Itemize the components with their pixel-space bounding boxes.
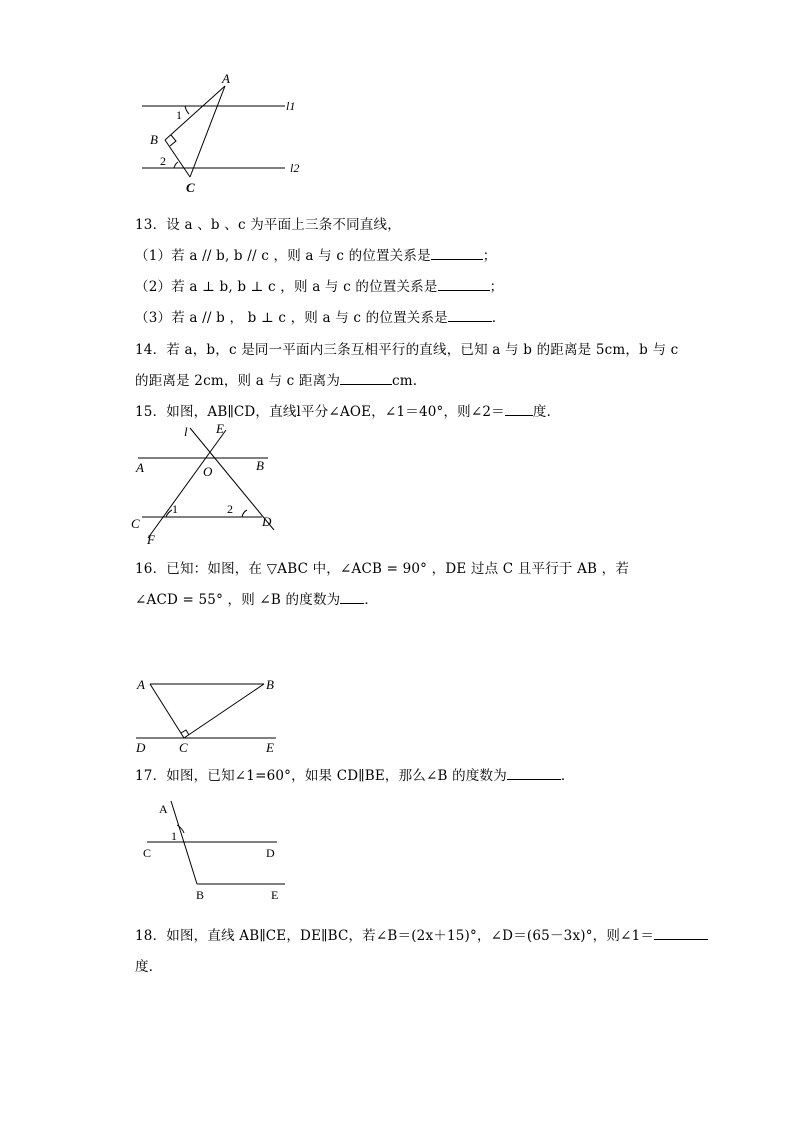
q15-text-main: 15．如图，AB∥CD，直线l平分∠AOE，∠1＝40°，则∠2＝ bbox=[135, 404, 505, 420]
q13-part1-blank[interactable] bbox=[431, 247, 483, 260]
label-B: B bbox=[150, 132, 158, 147]
q14-line1: 14．若 a，b，c 是同一平面内三条互相平行的直线，已知 a 与 b 的距离是 5cm，b 与 c bbox=[135, 342, 679, 358]
segment-AC bbox=[150, 684, 184, 738]
q16-line2-text: ∠ACD = 55° ，则 ∠B 的度数为 bbox=[135, 592, 341, 608]
q13-part2 bbox=[135, 275, 503, 295]
q13-part1 bbox=[135, 244, 496, 264]
q18-line1-text: 18．如图，直线 AB∥CE，DE∥BC，若∠B＝(2x＋15)°，∠D＝(65－3x)°，则∠1＝ bbox=[135, 928, 655, 944]
line-EF bbox=[148, 430, 226, 538]
q13-part1-text: （1）若 a // b, b // c ，则 a 与 c 的位置关系是 bbox=[135, 248, 431, 264]
q13-part1-end: ； bbox=[482, 248, 497, 264]
label-A: A bbox=[137, 677, 145, 692]
q14-line2-text: 的距离是 2cm，则 a 与 c 距离为 bbox=[135, 373, 341, 389]
q16-line1: 16．已知：如图，在 ▽ABC 中，∠ACB = 90° ，DE 过点 C 且平行于 AB ，若 bbox=[135, 561, 630, 577]
label-A: A bbox=[159, 802, 168, 816]
label-C: C bbox=[179, 740, 188, 755]
segment-BC bbox=[165, 140, 190, 177]
q14-blank[interactable] bbox=[340, 372, 392, 385]
angle-2-arc bbox=[174, 162, 178, 168]
label-angle-2: 2 bbox=[227, 502, 233, 516]
q13-part2-end: ； bbox=[489, 279, 504, 295]
label-F: F bbox=[147, 532, 155, 547]
label-B: B bbox=[196, 888, 205, 902]
q13-part2-blank[interactable] bbox=[438, 278, 490, 291]
q16-blank[interactable] bbox=[340, 591, 364, 604]
q18-blank[interactable] bbox=[654, 927, 708, 940]
q17-blank[interactable] bbox=[507, 767, 561, 780]
label-E: E bbox=[271, 888, 279, 902]
q15-blank[interactable] bbox=[505, 403, 533, 416]
label-A: A bbox=[136, 460, 144, 475]
q13-part2-text: （2）若 a ⊥ b, b ⊥ c ，则 a 与 c 的位置关系是 bbox=[135, 279, 438, 295]
right-angle-mark bbox=[170, 135, 176, 146]
label-D: D bbox=[136, 740, 146, 755]
figure-q15 bbox=[128, 420, 288, 548]
label-E: E bbox=[266, 740, 274, 755]
q18-line1 bbox=[135, 924, 708, 944]
q15-text bbox=[135, 400, 560, 420]
label-A: A bbox=[222, 71, 230, 86]
q17-text bbox=[135, 764, 575, 784]
q15-text-end: 度． bbox=[532, 404, 561, 420]
q13-part3-blank[interactable] bbox=[448, 309, 492, 322]
q14-line2 bbox=[135, 369, 417, 389]
figure-q12 bbox=[130, 70, 310, 200]
q13-stem: 13．设 a 、b 、c 为平面上三条不同直线， bbox=[135, 217, 401, 233]
q13-part3-text: （3）若 a // b ， b ⊥ c ，则 a 与 c 的位置关系是 bbox=[135, 310, 448, 326]
q17-text-main: 17．如图，已知∠1=60°，如果 CD∥BE，那么∠B 的度数为 bbox=[135, 768, 507, 784]
label-l: l bbox=[184, 424, 188, 439]
label-O: O bbox=[203, 464, 213, 479]
figure-q16 bbox=[128, 670, 288, 758]
q14-line2-end: cm. bbox=[392, 373, 418, 389]
figure-q17 bbox=[135, 795, 295, 905]
q13-part3 bbox=[135, 306, 506, 326]
label-C: C bbox=[186, 180, 195, 195]
label-angle-2: 2 bbox=[160, 154, 166, 168]
angle-2-arc bbox=[242, 510, 247, 517]
angle-1-arc bbox=[185, 106, 189, 114]
q16-line2-end: ． bbox=[364, 592, 379, 608]
label-angle-1: 1 bbox=[176, 108, 182, 122]
q13-part3-end: ． bbox=[491, 310, 506, 326]
label-C: C bbox=[131, 516, 140, 531]
label-E: E bbox=[216, 421, 224, 436]
segment-AB bbox=[165, 86, 225, 140]
label-l1: l1 bbox=[286, 99, 296, 113]
q16-line2 bbox=[135, 588, 378, 608]
label-D: D bbox=[262, 514, 272, 529]
label-angle-1: 1 bbox=[171, 829, 177, 843]
q18-line2: 度． bbox=[135, 959, 163, 975]
label-B: B bbox=[266, 677, 274, 692]
label-D: D bbox=[266, 846, 275, 860]
label-angle-1: 1 bbox=[172, 502, 178, 516]
segment-AC bbox=[190, 86, 225, 177]
label-l2: l2 bbox=[290, 161, 300, 175]
label-B: B bbox=[256, 458, 264, 473]
q17-text-end: ． bbox=[560, 768, 575, 784]
label-C: C bbox=[143, 846, 152, 860]
segment-BC bbox=[184, 684, 264, 738]
